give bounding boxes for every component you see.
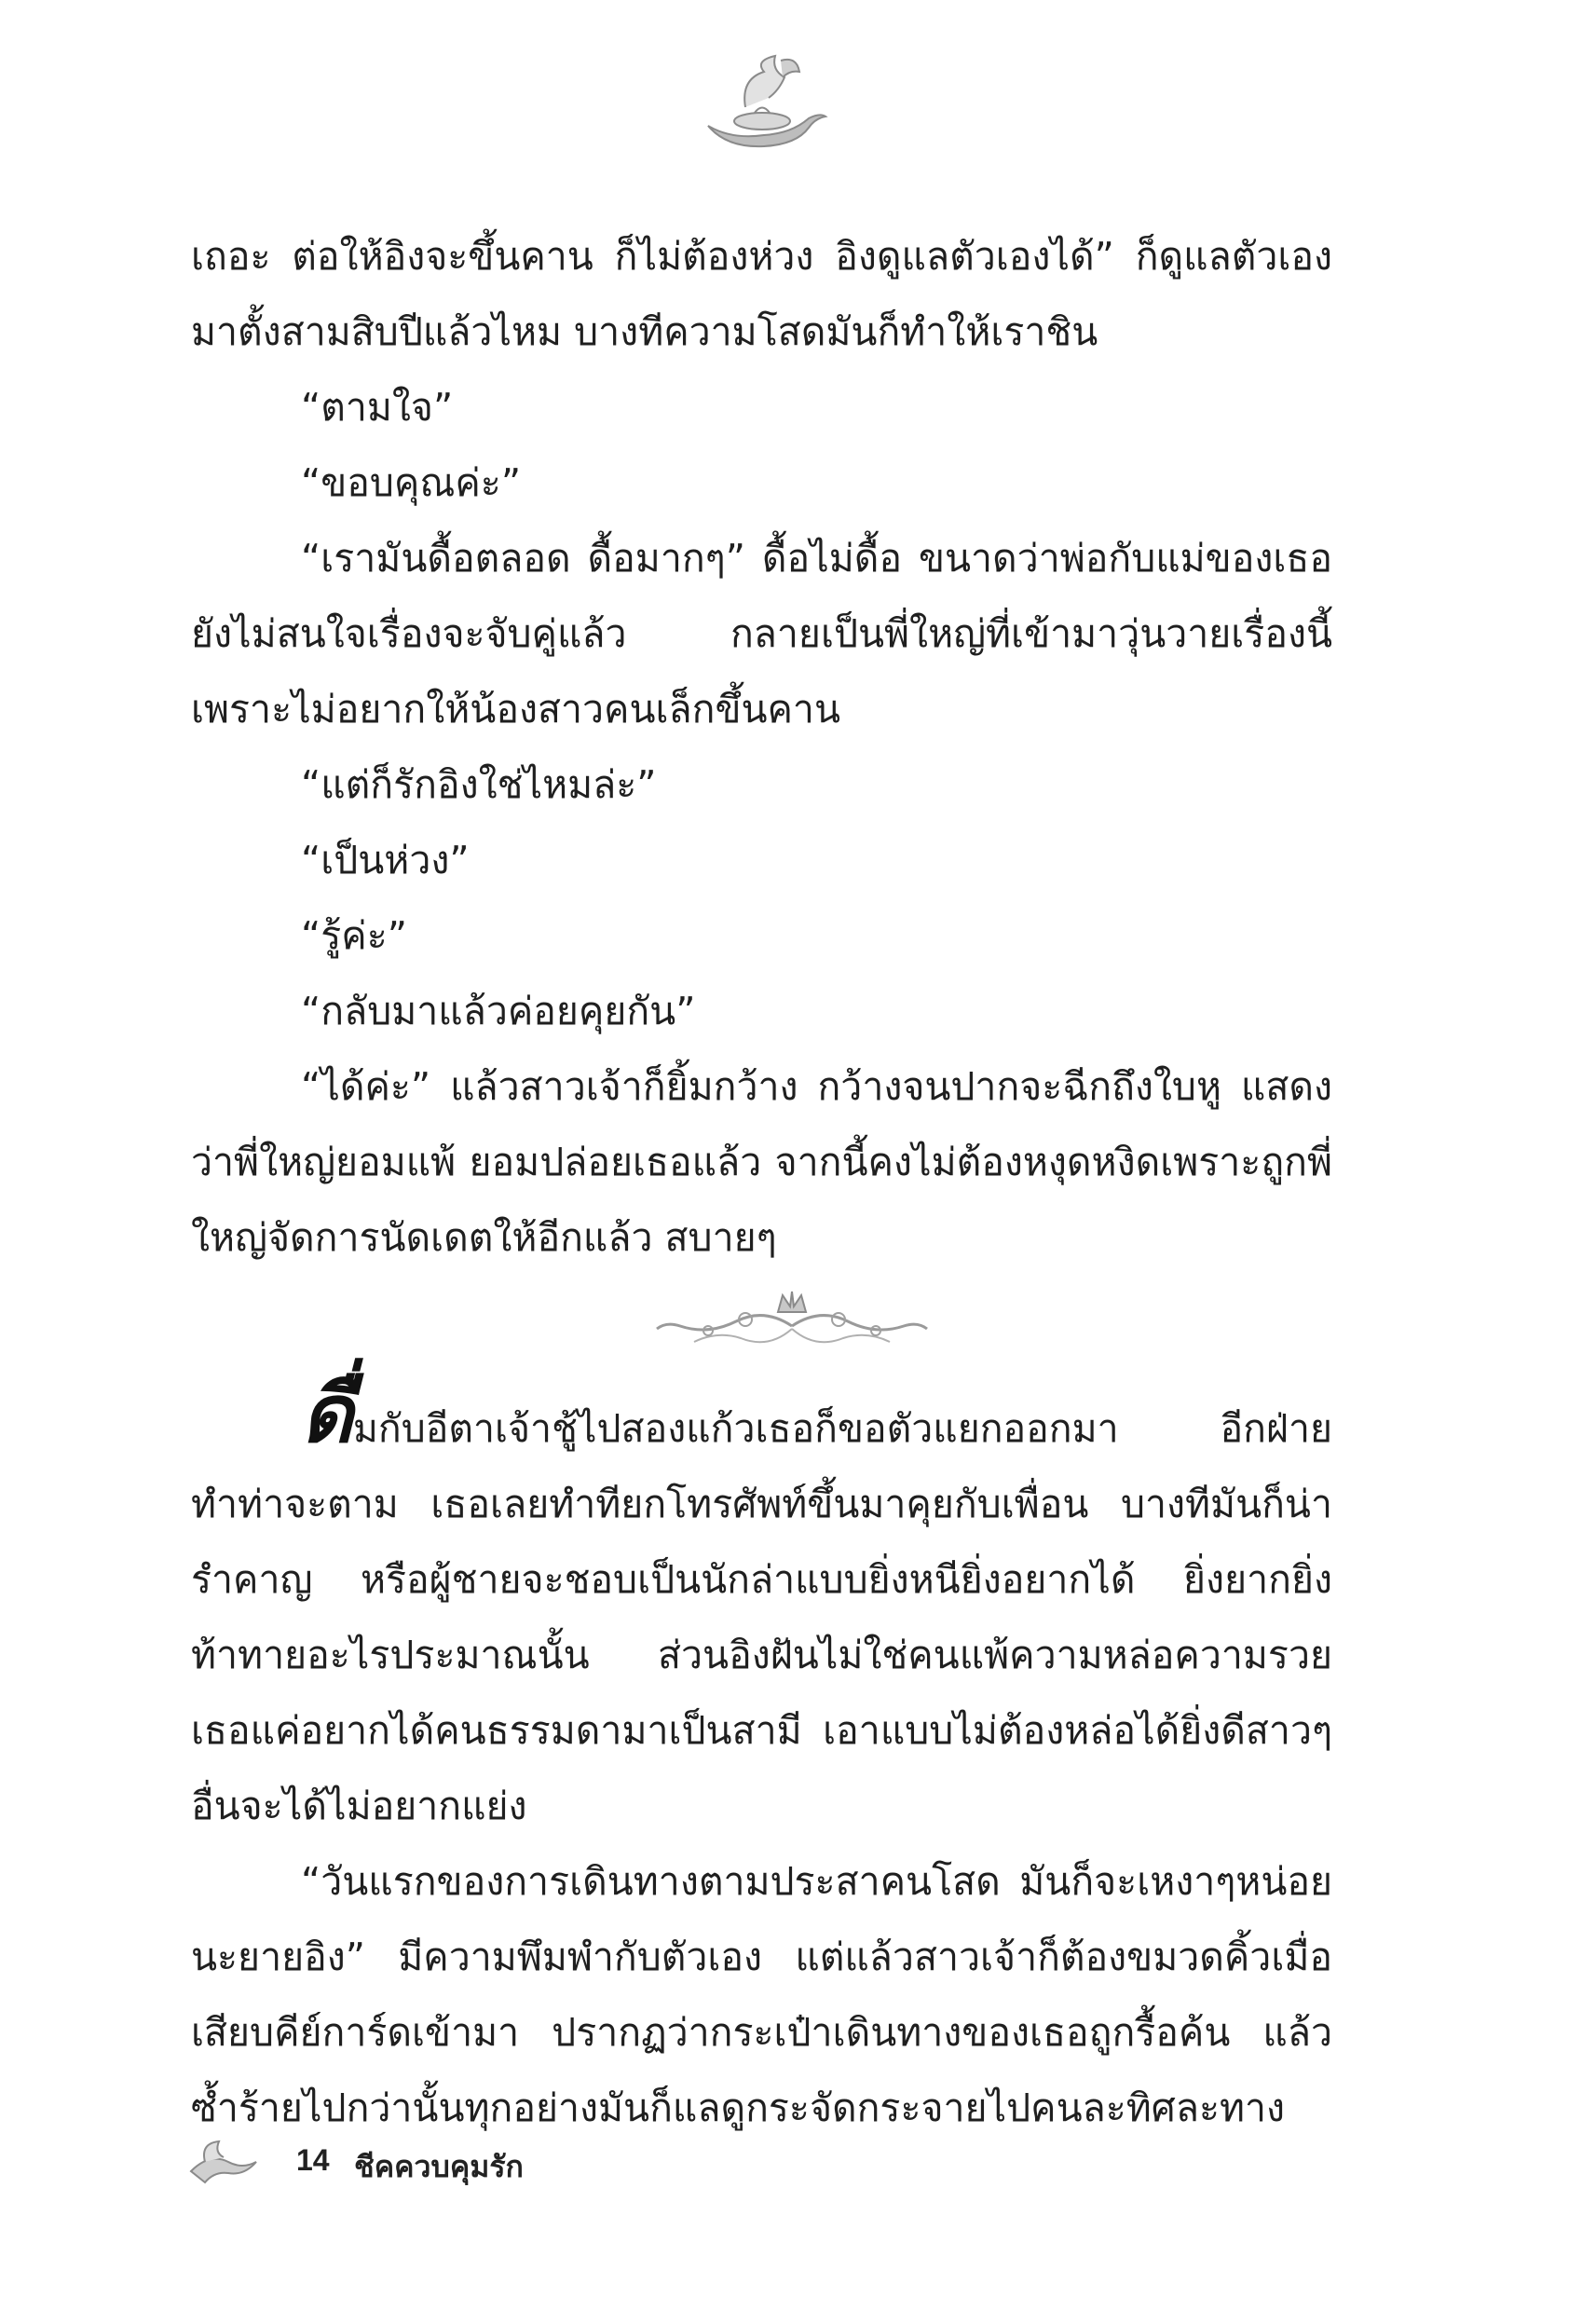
paragraph: “เป็นห่วง”	[301, 838, 470, 882]
paragraph: “เรามันดื้อตลอด ดื้อมากๆ” ดื้อไม่ดื้อ ขนาดว่าพ่อกับแม่ของเธอยังไม่สนใจเรื่องจะจับคู่แล้ว กลายเป็นพี่ใหญ่ที่เข้ามาวุ่นวายเรื่องนี้เพราะไม่อยากให้น้องสาวคนเล็กขึ้นคาน	[191, 536, 1332, 732]
paragraph: “ขอบคุณค่ะ”	[301, 460, 522, 505]
paragraph: “ตามใจ”	[301, 385, 454, 430]
paragraph: “แต่ก็รักอิงใช่ไหมล่ะ”	[301, 762, 657, 807]
crown-flourish-icon	[652, 1284, 932, 1368]
book-title: ชีคควบคุมรัก	[354, 2149, 524, 2184]
paragraph: “วันแรกของการเดินทางตามประสาคนโสด มันก็จะเหงาๆหน่อยนะยายอิง” มีความพึมพำกับตัวเอง แต่แล้วสาวเจ้าก็ต้องขมวดคิ้วเมื่อเสียบคีย์การ์ดเข้ามา ปรากฏว่ากระเป๋าเดินทางของเธอถูกรื้อค้น แล้วซ้ำร้ายไปกว่านั้นทุกอย่างมันก็แลดูกระจัดกระจายไปคนละทิศละทาง	[191, 1859, 1332, 2130]
paragraph-text: มกับอีตาเจ้าชู้ไปสองแก้วเธอก็ขอตัวแยกออกมา อีกฝ่ายทำท่าจะตาม เธอเลยทำทียกโทรศัพท์ขึ้นมาคุยกับเพื่อน บางทีมันก็น่ารำคาญ หรือผู้ชายจะชอบเป็นนักล่าแบบยิ่งหนียิ่งอยากได้ ยิ่งยากยิ่งท้าทายอะไรประมาณนั้น ส่วนอิงฝันไม่ใช่คนแพ้ความหล่อความรวยเธอแค่อยากได้คนธรรมดามาเป็นสามี เอาแบบไม่ต้องหล่อได้ยิ่งดีสาวๆ อื่นจะได้ไม่อยากแย่ง	[191, 1406, 1332, 1828]
page-footer	[186, 2134, 745, 2199]
paragraph: “ได้ค่ะ” แล้วสาวเจ้าก็ยิ้มกว้าง กว้างจนปากจะฉีกถึงใบหู แสดงว่าพี่ใหญ่ยอมแพ้ ยอมปล่อยเธอแล้ว จากนี้คงไม่ต้องหงุดหงิดเพราะถูกพี่ใหญ่จัดการนัดเดตให้อีกแล้ว สบายๆ	[191, 1064, 1332, 1260]
paragraph: “รู้ค่ะ”	[301, 913, 407, 958]
text-block-top	[191, 219, 1332, 1276]
fairy-icon	[186, 2134, 261, 2190]
page-number: 14	[296, 2143, 330, 2177]
text-block-bottom	[191, 1368, 1332, 2146]
drop-cap: ดื่	[301, 1368, 353, 1461]
paragraph: เถอะ ต่อให้อิงจะขึ้นคาน ก็ไม่ต้องห่วง อิงดูแลตัวเองได้” ก็ดูแลตัวเอง มาตั้งสามสิบปีแล้วไหม บางทีความโสดมันก็ทำให้เราชิน	[191, 234, 1332, 354]
paragraph-dropcap	[191, 1368, 1332, 1844]
paragraph: “กลับมาแล้วค่อยคุยกัน”	[301, 989, 696, 1033]
genie-lamp-icon	[689, 51, 829, 154]
